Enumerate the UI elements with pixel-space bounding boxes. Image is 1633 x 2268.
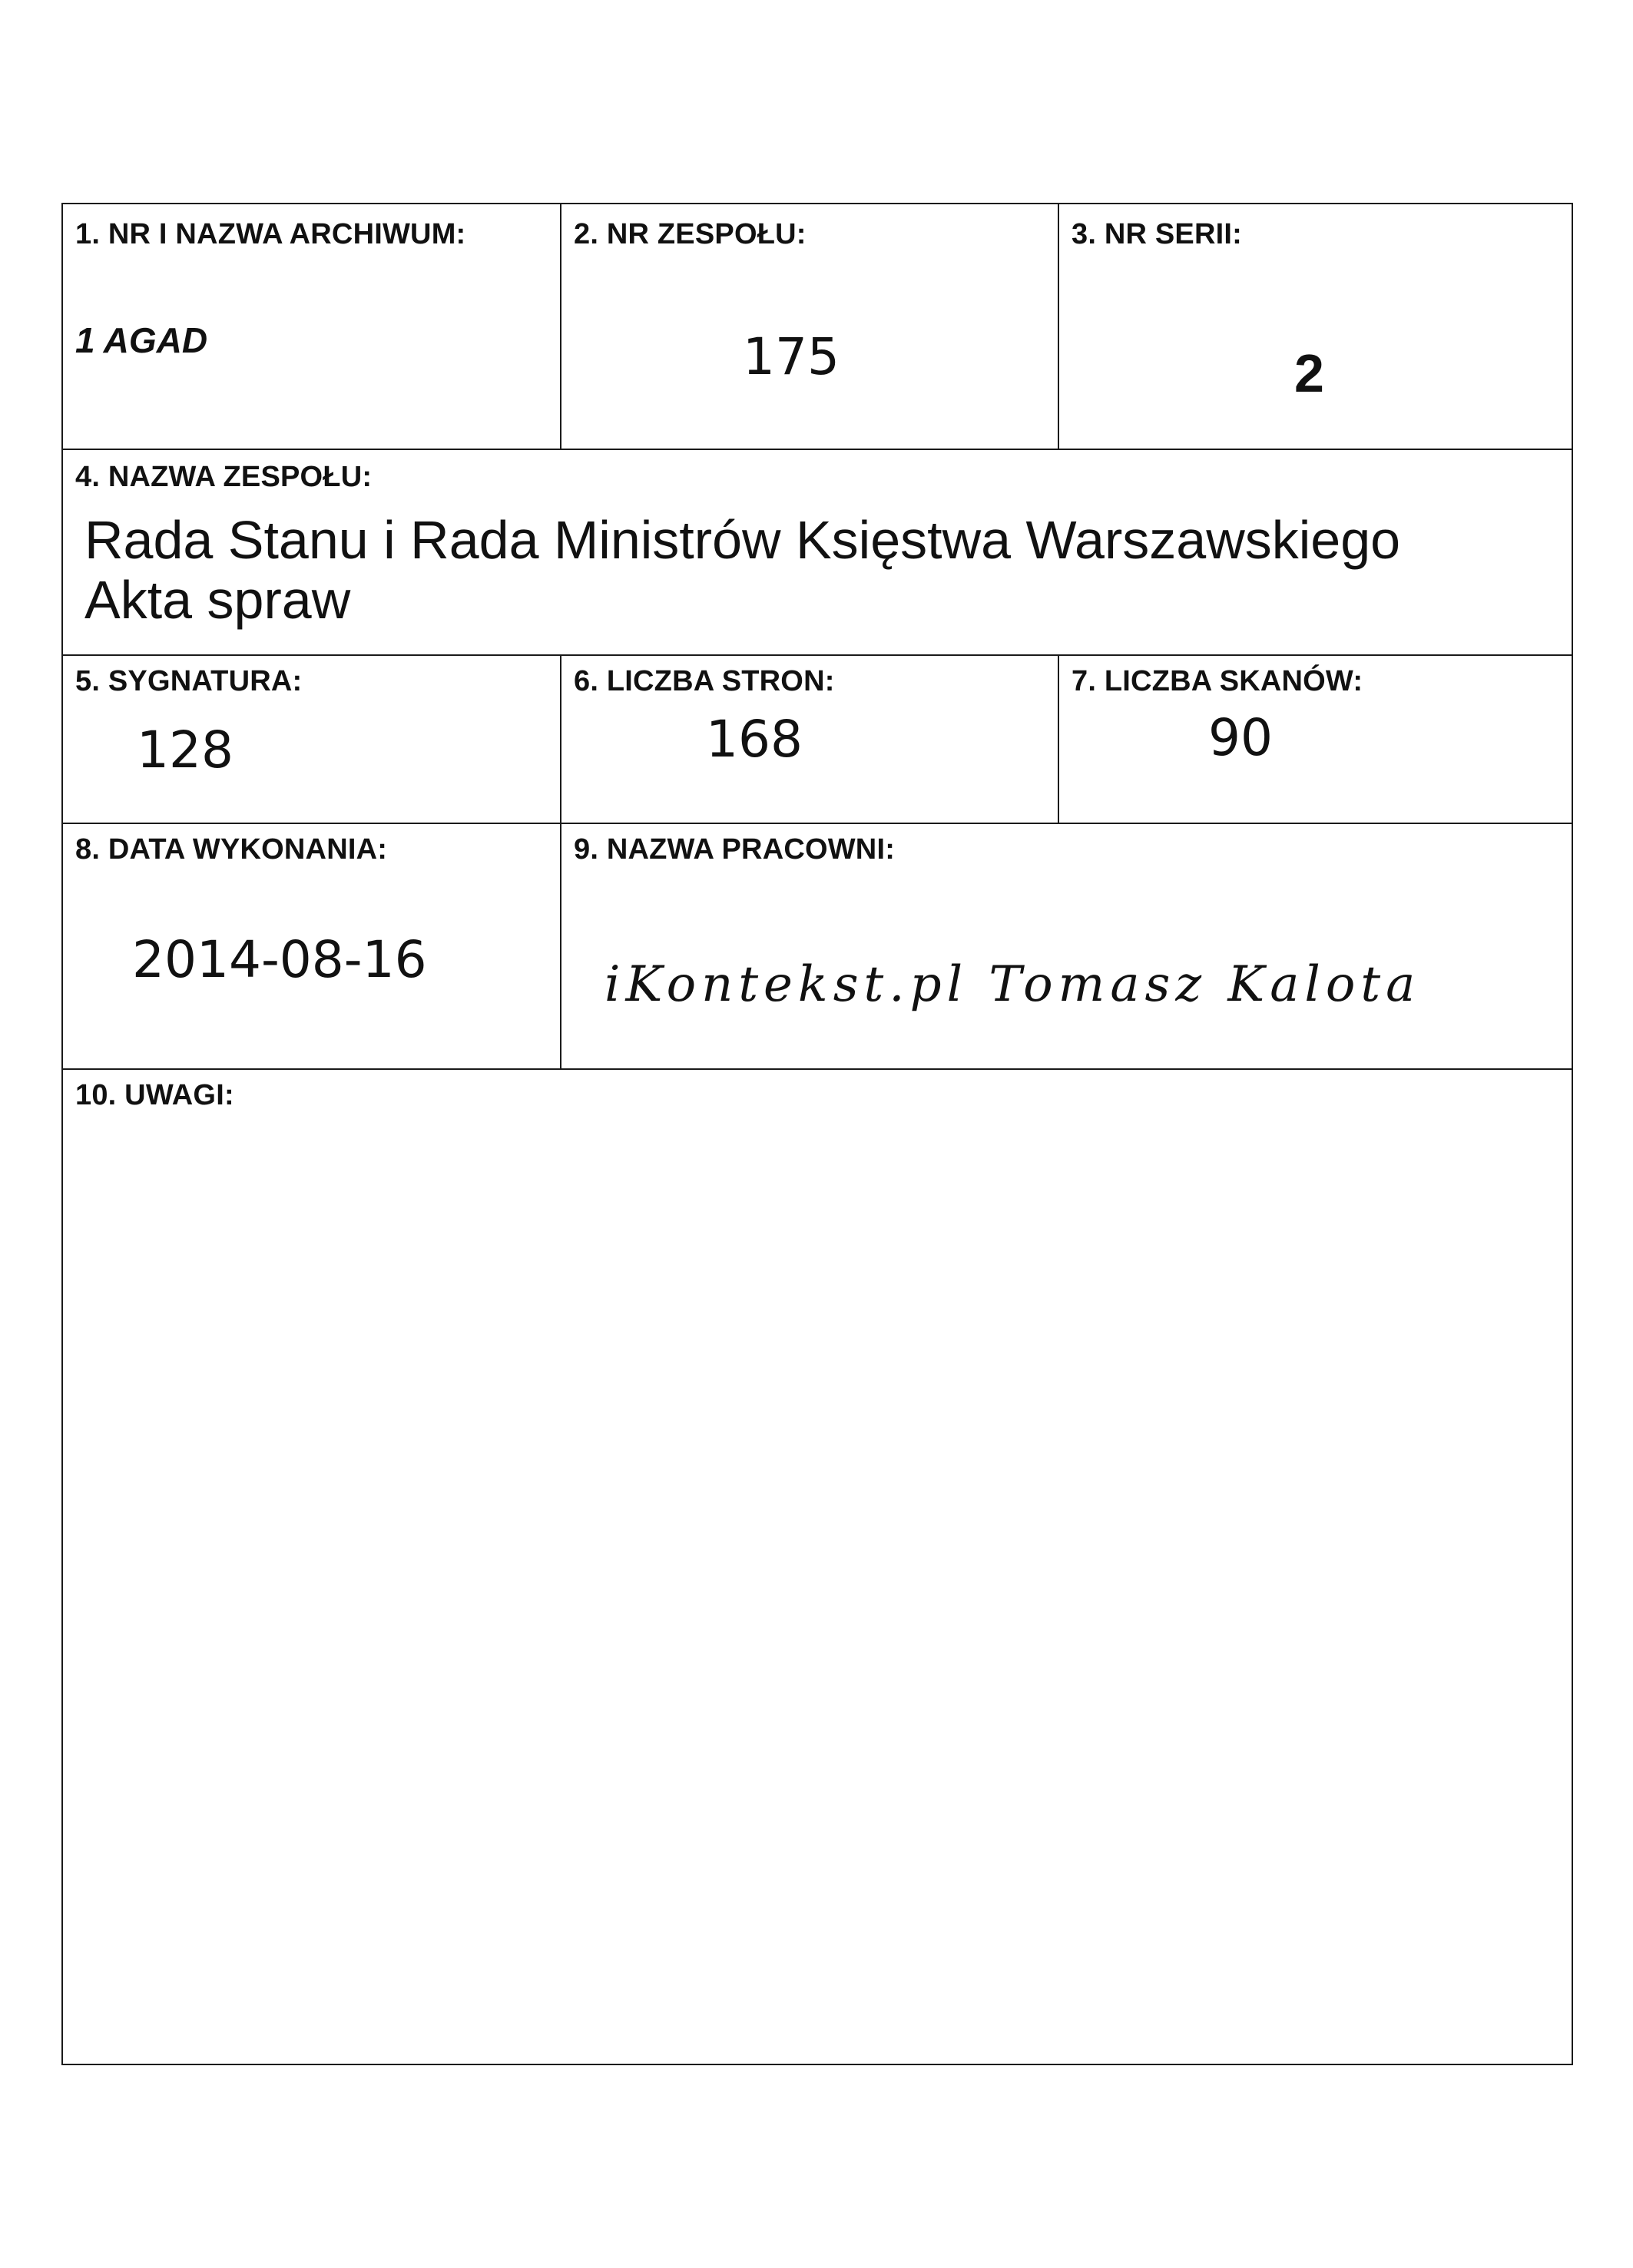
field-fonds-number-value: 175 [743, 327, 840, 386]
field-fonds-name-label: 4. NAZWA ZESPOŁU: [75, 461, 373, 493]
field-scan-count [1059, 656, 1573, 823]
field-signature [63, 656, 560, 823]
field-page-count [561, 656, 1058, 823]
field-page-count-label: 6. LICZBA STRON: [574, 665, 835, 697]
field-fonds-name [63, 450, 1573, 654]
field-workshop-value: iKontekst.pl Tomasz Kalota [605, 956, 1421, 1013]
field-series-number [1059, 204, 1573, 449]
field-scan-count-label: 7. LICZBA SKANÓW: [1072, 665, 1363, 697]
field-series-number-label: 3. NR SERII: [1072, 218, 1242, 250]
archive-metadata-form [61, 203, 1573, 2065]
field-signature-label: 5. SYGNATURA: [75, 665, 303, 697]
field-scan-count-value: 90 [1208, 708, 1273, 767]
field-remarks-label: 10. UWAGI: [75, 1079, 234, 1111]
field-signature-value: 128 [137, 720, 234, 780]
field-date [63, 824, 560, 1068]
field-date-value: 2014-08-16 [132, 930, 427, 989]
field-fonds-name-line2: Akta spraw [84, 570, 351, 630]
field-archive-value: 1 AGAD [75, 320, 208, 360]
field-workshop [561, 824, 1573, 1068]
field-fonds-number [561, 204, 1058, 449]
field-fonds-name-line1: Rada Stanu i Rada Ministrów Księstwa Warszawskiego [84, 510, 1401, 570]
field-remarks [63, 1070, 1573, 2064]
field-page-count-value: 168 [706, 710, 803, 769]
field-fonds-number-label: 2. NR ZESPOŁU: [574, 218, 807, 250]
field-archive-label: 1. NR I NAZWA ARCHIWUM: [75, 218, 466, 250]
field-workshop-label: 9. NAZWA PRACOWNI: [574, 833, 896, 866]
field-series-number-value: 2 [1294, 343, 1324, 403]
field-archive [63, 204, 560, 449]
field-date-label: 8. DATA WYKONANIA: [75, 833, 388, 866]
